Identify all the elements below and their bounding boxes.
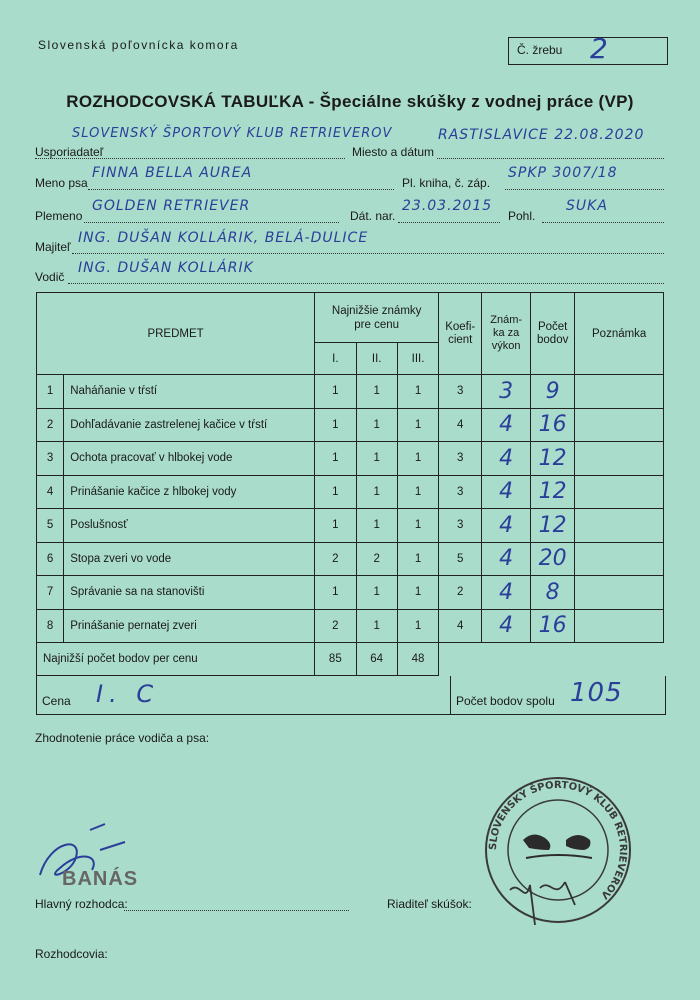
row-min-i: 1 xyxy=(315,442,356,476)
table-row xyxy=(37,509,664,543)
table-row xyxy=(37,408,664,442)
row-points xyxy=(531,375,575,409)
row-note xyxy=(575,375,664,409)
birth-date-label: Dát. nar. xyxy=(350,209,396,223)
min-points-label: Najnižší počet bodov per cenu xyxy=(37,643,315,676)
row-min-iii: 1 xyxy=(397,609,438,643)
table-row xyxy=(37,442,664,476)
row-coefficient: 2 xyxy=(439,576,482,610)
row-points xyxy=(531,475,575,509)
row-min-i: 1 xyxy=(315,576,356,610)
row-points-handwritten: 12 xyxy=(538,445,567,471)
subject-header: PREDMET xyxy=(37,293,315,375)
chief-judge-stamp: BANÁS xyxy=(62,868,139,890)
row-grade-handwritten: 4 xyxy=(499,445,514,471)
sex-value: SUKA xyxy=(566,198,608,214)
row-grade xyxy=(482,509,531,543)
row-min-ii: 1 xyxy=(356,375,397,409)
evaluation-label: Zhodnotenie práce vodiča a psa: xyxy=(35,731,210,745)
row-note xyxy=(575,442,664,476)
handler-line xyxy=(68,283,664,284)
breed-value: GOLDEN RETRIEVER xyxy=(92,198,251,214)
row-grade-handwritten: 3 xyxy=(499,378,514,404)
row-subject: Prinášanie pernatej zveri xyxy=(64,609,315,643)
row-grade-handwritten: 4 xyxy=(499,412,514,438)
row-number: 7 xyxy=(37,576,64,610)
row-min-iii: 1 xyxy=(397,408,438,442)
row-number: 8 xyxy=(37,609,64,643)
chief-judge-line xyxy=(124,910,349,911)
chief-judge-label: Hlavný rozhodca: xyxy=(35,897,128,911)
row-points xyxy=(531,576,575,610)
score-table xyxy=(36,292,664,676)
total-value: 105 xyxy=(570,678,623,708)
table-row xyxy=(37,475,664,509)
row-coefficient: 3 xyxy=(439,475,482,509)
handler-value: ING. DUŠAN KOLLÁRIK xyxy=(78,260,254,276)
min-points-iii: 48 xyxy=(397,643,438,676)
row-min-iii: 1 xyxy=(397,375,438,409)
table-row xyxy=(37,576,664,610)
row-min-ii: 1 xyxy=(356,609,397,643)
row-grade xyxy=(482,475,531,509)
row-grade xyxy=(482,442,531,476)
row-note xyxy=(575,542,664,576)
row-points xyxy=(531,509,575,543)
handler-label: Vodič xyxy=(35,270,65,284)
table-row xyxy=(37,609,664,643)
prize-value: I. C xyxy=(96,680,160,708)
row-min-iii: 1 xyxy=(397,576,438,610)
row-points-handwritten: 8 xyxy=(545,579,560,605)
row-subject: Poslušnosť xyxy=(64,509,315,543)
judges-label: Rozhodcovia: xyxy=(35,947,108,961)
director-signature xyxy=(505,870,595,930)
director-label: Riaditeľ skúšok: xyxy=(387,897,472,911)
row-points xyxy=(531,408,575,442)
min-points-row xyxy=(37,643,664,676)
row-grade-handwritten: 4 xyxy=(499,479,514,505)
row-min-i: 1 xyxy=(315,375,356,409)
row-number: 1 xyxy=(37,375,64,409)
breed-line xyxy=(84,222,339,223)
dog-name-line xyxy=(88,189,394,190)
row-grade-handwritten: 4 xyxy=(499,546,514,572)
row-subject: Naháňanie v tŕstí xyxy=(64,375,315,409)
row-min-ii: 1 xyxy=(356,576,397,610)
studbook-line xyxy=(505,189,664,190)
row-points xyxy=(531,542,575,576)
table-row xyxy=(37,375,664,409)
row-subject: Ochota pracovať v hlbokej vode xyxy=(64,442,315,476)
row-coefficient: 4 xyxy=(439,609,482,643)
studbook-value: SPKP 3007/18 xyxy=(508,165,618,181)
row-subject: Správanie sa na stanovišti xyxy=(64,576,315,610)
row-min-iii: 1 xyxy=(397,542,438,576)
owner-label: Majiteľ xyxy=(35,240,71,254)
row-grade xyxy=(482,576,531,610)
draw-number-value: 2 xyxy=(590,32,609,65)
row-coefficient: 3 xyxy=(439,442,482,476)
row-number: 3 xyxy=(37,442,64,476)
row-coefficient: 3 xyxy=(439,509,482,543)
breed-label: Plemeno xyxy=(35,209,83,223)
organizer-value: SLOVENSKÝ ŠPORTOVÝ KLUB RETRIEVEROV xyxy=(72,126,393,141)
dog-name-value: FINNA BELLA AUREA xyxy=(92,165,253,181)
coefficient-header: Koefi- cient xyxy=(439,293,482,375)
row-points-handwritten: 12 xyxy=(538,479,567,505)
row-min-i: 1 xyxy=(315,408,356,442)
seal-text: SLOVENSKÝ ŠPORTOVÝ KLUB RETRIEVEROV xyxy=(487,779,629,901)
row-min-ii: 1 xyxy=(356,475,397,509)
row-grade xyxy=(482,542,531,576)
total-label: Počet bodov spolu xyxy=(456,694,555,708)
row-points-handwritten: 12 xyxy=(538,512,567,538)
row-grade xyxy=(482,609,531,643)
place-date-label: Miesto a dátum xyxy=(352,145,435,159)
col-i-header: I. xyxy=(315,343,356,375)
row-min-ii: 1 xyxy=(356,408,397,442)
row-min-i: 1 xyxy=(315,509,356,543)
row-number: 4 xyxy=(37,475,64,509)
row-points-handwritten: 16 xyxy=(538,613,567,639)
row-subject: Prinášanie kačice z hlbokej vody xyxy=(64,475,315,509)
row-note xyxy=(575,475,664,509)
row-number: 6 xyxy=(37,542,64,576)
result-divider xyxy=(450,676,451,714)
row-min-ii: 1 xyxy=(356,509,397,543)
row-note xyxy=(575,609,664,643)
row-min-i: 1 xyxy=(315,475,356,509)
row-points xyxy=(531,442,575,476)
owner-value: ING. DUŠAN KOLLÁRIK, BELÁ-DULICE xyxy=(78,230,369,246)
dog-name-label: Meno psa xyxy=(35,176,88,190)
row-min-i: 2 xyxy=(315,542,356,576)
row-number: 5 xyxy=(37,509,64,543)
min-points-i: 85 xyxy=(315,643,356,676)
row-min-iii: 1 xyxy=(397,442,438,476)
row-note xyxy=(575,509,664,543)
row-grade xyxy=(482,375,531,409)
note-header: Poznámka xyxy=(575,293,664,375)
row-number: 2 xyxy=(37,408,64,442)
min-grades-header: Najnižšie známky pre cenu xyxy=(315,293,439,343)
row-subject: Stopa zveri vo vode xyxy=(64,542,315,576)
row-note xyxy=(575,576,664,610)
table-row xyxy=(37,542,664,576)
row-note xyxy=(575,408,664,442)
row-grade-handwritten: 4 xyxy=(499,512,514,538)
place-date-line xyxy=(437,158,664,159)
row-points-handwritten: 16 xyxy=(538,412,567,438)
prize-label: Cena xyxy=(42,694,71,708)
row-subject: Dohľadávanie zastrelenej kačice v tŕstí xyxy=(64,408,315,442)
min-points-ii: 64 xyxy=(356,643,397,676)
row-coefficient: 5 xyxy=(439,542,482,576)
sex-label: Pohl. xyxy=(508,209,536,223)
points-header: Počet bodov xyxy=(531,293,575,375)
min-points-blank xyxy=(439,643,664,676)
table-header-row-1 xyxy=(37,293,664,343)
owner-line xyxy=(72,253,664,254)
birth-date-line xyxy=(398,222,500,223)
col-ii-header: II. xyxy=(356,343,397,375)
row-points xyxy=(531,609,575,643)
row-coefficient: 4 xyxy=(439,408,482,442)
sex-line xyxy=(542,222,664,223)
draw-number-label: Č. žrebu xyxy=(517,43,563,57)
grade-header: Znám- ka za výkon xyxy=(482,293,531,375)
row-grade-handwritten: 4 xyxy=(499,613,514,639)
organizer-label: Usporiadateľ xyxy=(35,145,104,159)
row-grade-handwritten: 4 xyxy=(499,579,514,605)
row-grade xyxy=(482,408,531,442)
score-rows xyxy=(37,375,664,643)
row-coefficient: 3 xyxy=(439,375,482,409)
row-min-iii: 1 xyxy=(397,509,438,543)
form-title: ROZHODCOVSKÁ TABUĽKA - Špeciálne skúšky z vodnej práce (VP) xyxy=(66,92,634,111)
row-points-handwritten: 9 xyxy=(545,378,560,404)
row-min-ii: 2 xyxy=(356,542,397,576)
row-min-ii: 1 xyxy=(356,442,397,476)
place-date-value: RASTISLAVICE 22.08.2020 xyxy=(438,127,645,143)
organization-name: Slovenská poľovnícka komora xyxy=(38,38,239,52)
row-points-handwritten: 20 xyxy=(538,546,567,572)
row-min-iii: 1 xyxy=(397,475,438,509)
organizer-line xyxy=(35,158,345,159)
studbook-label: Pl. kniha, č. záp. xyxy=(402,176,491,190)
row-min-i: 2 xyxy=(315,609,356,643)
col-iii-header: III. xyxy=(397,343,438,375)
birth-date-value: 23.03.2015 xyxy=(402,198,493,214)
